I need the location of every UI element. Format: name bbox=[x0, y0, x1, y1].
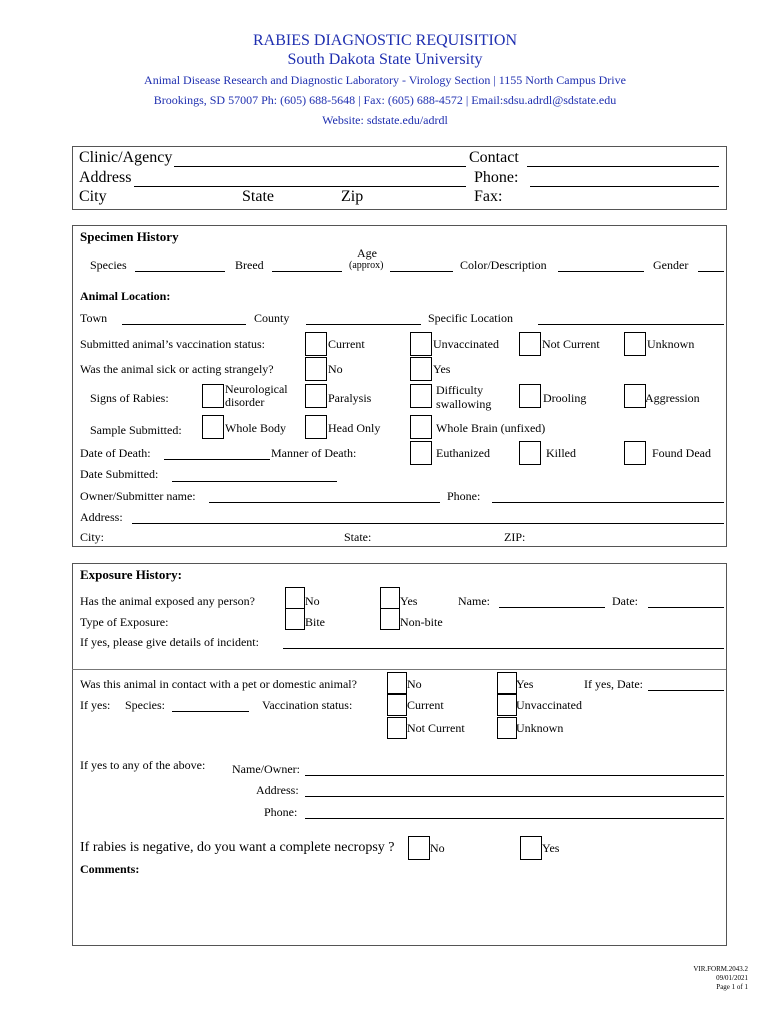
exposure-nonbite-checkbox[interactable] bbox=[380, 608, 400, 630]
age-field[interactable] bbox=[390, 271, 453, 272]
death-euthanized-label: Euthanized bbox=[436, 446, 490, 460]
sign-paralysis-label: Paralysis bbox=[328, 391, 372, 405]
exposure-phone-field[interactable] bbox=[305, 818, 724, 819]
form-date: 09/01/2021 bbox=[716, 974, 748, 982]
contact-unvaccinated-label: Unvaccinated bbox=[516, 698, 582, 712]
exposure-address-field[interactable] bbox=[305, 796, 724, 797]
contact-no-checkbox[interactable] bbox=[387, 672, 407, 694]
sick-no-label: No bbox=[328, 362, 343, 376]
death-killed-label: Killed bbox=[546, 446, 576, 460]
necropsy-yes-label: Yes bbox=[542, 841, 560, 855]
contact-unvaccinated-checkbox[interactable] bbox=[497, 694, 517, 716]
comments-label: Comments: bbox=[80, 862, 140, 876]
owner-label: Owner/Submitter name: bbox=[80, 489, 196, 503]
color-field[interactable] bbox=[558, 271, 644, 272]
exposure-heading: Exposure History: bbox=[80, 567, 182, 582]
sick-yes-checkbox[interactable] bbox=[410, 357, 432, 381]
if-yes-any-label: If yes to any of the above: bbox=[80, 758, 206, 772]
address-field[interactable] bbox=[134, 186, 466, 187]
sample-whole-body-checkbox[interactable] bbox=[202, 415, 224, 439]
owner-address-label: Address: bbox=[80, 510, 123, 524]
sample-whole-brain-checkbox[interactable] bbox=[410, 415, 432, 439]
specimen-heading: Specimen History bbox=[80, 229, 179, 244]
form-id: VIR.FORM.2043.2 bbox=[693, 965, 748, 973]
vacc-current-label: Current bbox=[328, 337, 365, 351]
species-label: Species bbox=[90, 258, 127, 272]
contact-not-current-label: Not Current bbox=[407, 721, 465, 735]
animal-location-label: Animal Location: bbox=[80, 289, 171, 303]
breed-field[interactable] bbox=[272, 271, 342, 272]
necropsy-yes-checkbox[interactable] bbox=[520, 836, 542, 860]
owner-phone-field[interactable] bbox=[492, 502, 724, 503]
university-name: South Dakota State University bbox=[287, 51, 483, 68]
gender-field[interactable] bbox=[698, 271, 724, 272]
age-approx-label: (approx) bbox=[349, 260, 384, 271]
sign-difficulty-label: Difficulty swallowing bbox=[436, 383, 492, 411]
exposed-date-field[interactable] bbox=[648, 607, 724, 608]
manner-death-label: Manner of Death: bbox=[271, 446, 357, 460]
date-submitted-field[interactable] bbox=[172, 481, 337, 482]
contact-date-label: If yes, Date: bbox=[584, 677, 643, 691]
page-number: Page 1 of 1 bbox=[716, 983, 748, 991]
vacc-unknown-label: Unknown bbox=[647, 337, 695, 351]
exposed-yes-label: Yes bbox=[400, 594, 418, 608]
name-owner-label: Name/Owner: bbox=[232, 762, 300, 776]
date-death-field[interactable] bbox=[164, 459, 270, 460]
owner-state-label: State: bbox=[344, 530, 372, 544]
exposed-no-label: No bbox=[305, 594, 320, 608]
specific-location-field[interactable] bbox=[538, 324, 724, 325]
contact-yes-checkbox[interactable] bbox=[497, 672, 517, 694]
sign-drooling-checkbox[interactable] bbox=[519, 384, 541, 408]
phone-field[interactable] bbox=[530, 186, 719, 187]
sign-aggression-checkbox[interactable] bbox=[624, 384, 646, 408]
owner-phone-label: Phone: bbox=[447, 489, 481, 503]
contact-unknown-checkbox[interactable] bbox=[497, 717, 517, 739]
county-field[interactable] bbox=[306, 324, 421, 325]
sign-neuro-checkbox[interactable] bbox=[202, 384, 224, 408]
state-label: State bbox=[242, 188, 274, 205]
exposure-address-label: Address: bbox=[256, 783, 299, 797]
owner-field[interactable] bbox=[209, 502, 440, 503]
contact-no-label: No bbox=[407, 677, 422, 691]
necropsy-question: If rabies is negative, do you want a complete necropsy ? bbox=[80, 840, 395, 855]
death-found-dead-checkbox[interactable] bbox=[624, 441, 646, 465]
sample-whole-brain-label: Whole Brain (unfixed) bbox=[436, 421, 546, 435]
sample-head-only-checkbox[interactable] bbox=[305, 415, 327, 439]
vacc-not-current-checkbox[interactable] bbox=[519, 332, 541, 356]
if-yes-label: If yes: bbox=[80, 698, 111, 712]
exposed-no-checkbox[interactable] bbox=[285, 587, 305, 609]
incident-details-field[interactable] bbox=[283, 648, 724, 649]
exposed-name-label: Name: bbox=[458, 594, 490, 608]
exposed-name-field[interactable] bbox=[499, 607, 605, 608]
death-killed-checkbox[interactable] bbox=[519, 441, 541, 465]
lab-contact: Brookings, SD 57007 Ph: (605) 688-5648 | Fax: (605) 688-4572 | Email:sdsu.adrdl@sdstate.edu bbox=[153, 93, 617, 107]
exposure-bite-checkbox[interactable] bbox=[285, 608, 305, 630]
county-label: County bbox=[254, 311, 290, 325]
necropsy-no-label: No bbox=[430, 841, 445, 855]
sample-whole-body-label: Whole Body bbox=[225, 421, 286, 435]
contact-field[interactable] bbox=[527, 166, 719, 167]
sign-neuro-label: Neurological disorder bbox=[225, 382, 288, 409]
exposed-yes-checkbox[interactable] bbox=[380, 587, 400, 609]
sign-difficulty-checkbox[interactable] bbox=[410, 384, 432, 408]
contact-species-field[interactable] bbox=[172, 711, 249, 712]
exposed-date-label: Date: bbox=[612, 594, 638, 608]
sick-question: Was the animal sick or acting strangely? bbox=[80, 362, 274, 376]
form-title: RABIES DIAGNOSTIC REQUISITION bbox=[253, 32, 517, 49]
contact-vacc-label: Vaccination status: bbox=[262, 698, 353, 712]
exposure-divider bbox=[72, 669, 726, 670]
sick-yes-label: Yes bbox=[433, 362, 451, 376]
sample-head-only-label: Head Only bbox=[328, 421, 381, 435]
exposure-nonbite-label: Non-bite bbox=[400, 615, 443, 629]
exposure-bite-label: Bite bbox=[305, 615, 325, 629]
death-found-dead-label: Found Dead bbox=[652, 446, 711, 460]
sick-no-checkbox[interactable] bbox=[305, 357, 327, 381]
owner-address-field[interactable] bbox=[132, 523, 724, 524]
incident-details-label: If yes, please give details of incident: bbox=[80, 635, 259, 649]
date-death-label: Date of Death: bbox=[80, 446, 151, 460]
gender-label: Gender bbox=[653, 258, 689, 272]
color-label: Color/Description bbox=[460, 258, 547, 272]
contact-species-label: Species: bbox=[125, 698, 165, 712]
contact-current-label: Current bbox=[407, 698, 444, 712]
age-label: Age bbox=[357, 246, 377, 260]
clinic-agency-field[interactable] bbox=[174, 166, 466, 167]
vacc-current-checkbox[interactable] bbox=[305, 332, 327, 356]
owner-city-label: City: bbox=[80, 530, 105, 544]
lab-website: Website: sdstate.edu/adrdl bbox=[322, 113, 448, 127]
city-label: City bbox=[79, 188, 107, 205]
date-submitted-label: Date Submitted: bbox=[80, 467, 159, 481]
fax-label: Fax: bbox=[474, 188, 503, 205]
owner-zip-label: ZIP: bbox=[504, 530, 526, 544]
specific-location-label: Specific Location bbox=[428, 311, 513, 325]
zip-label: Zip bbox=[341, 188, 364, 205]
sample-label: Sample Submitted: bbox=[90, 423, 182, 437]
contact-not-current-checkbox[interactable] bbox=[387, 717, 407, 739]
lab-address: Animal Disease Research and Diagnostic Laboratory - Virology Section | 1155 North Campus Drive bbox=[144, 73, 626, 87]
sign-drooling-label: Drooling bbox=[543, 391, 587, 405]
sign-aggression-label: Aggression bbox=[645, 391, 700, 405]
necropsy-no-checkbox[interactable] bbox=[408, 836, 430, 860]
exposed-question: Has the animal exposed any person? bbox=[80, 594, 255, 608]
species-field[interactable] bbox=[135, 271, 225, 272]
town-field[interactable] bbox=[122, 324, 246, 325]
contact-current-checkbox[interactable] bbox=[387, 694, 407, 716]
contact-unknown-label: Unknown bbox=[516, 721, 564, 735]
vacc-unvaccinated-checkbox[interactable] bbox=[410, 332, 432, 356]
contact-date-field[interactable] bbox=[648, 690, 724, 691]
address-label: Address bbox=[79, 169, 132, 186]
town-label: Town bbox=[80, 311, 108, 325]
exposure-phone-label: Phone: bbox=[264, 805, 298, 819]
vaccination-question: Submitted animal’s vaccination status: bbox=[80, 337, 265, 351]
sign-paralysis-checkbox[interactable] bbox=[305, 384, 327, 408]
vacc-unvaccinated-label: Unvaccinated bbox=[433, 337, 499, 351]
contact-yes-label: Yes bbox=[516, 677, 534, 691]
death-euthanized-checkbox[interactable] bbox=[410, 441, 432, 465]
clinic-agency-label: Clinic/Agency bbox=[79, 149, 173, 166]
phone-label: Phone: bbox=[474, 169, 519, 186]
vacc-not-current-label: Not Current bbox=[542, 337, 600, 351]
signs-label: Signs of Rabies: bbox=[90, 391, 169, 405]
exposure-type-label: Type of Exposure: bbox=[80, 615, 169, 629]
name-owner-field[interactable] bbox=[305, 775, 724, 776]
contact-label: Contact bbox=[469, 149, 519, 166]
breed-label: Breed bbox=[235, 258, 264, 272]
comments-field[interactable] bbox=[80, 878, 720, 940]
vacc-unknown-checkbox[interactable] bbox=[624, 332, 646, 356]
contact-question: Was this animal in contact with a pet or domestic animal? bbox=[80, 677, 357, 691]
form-footer bbox=[693, 965, 748, 992]
